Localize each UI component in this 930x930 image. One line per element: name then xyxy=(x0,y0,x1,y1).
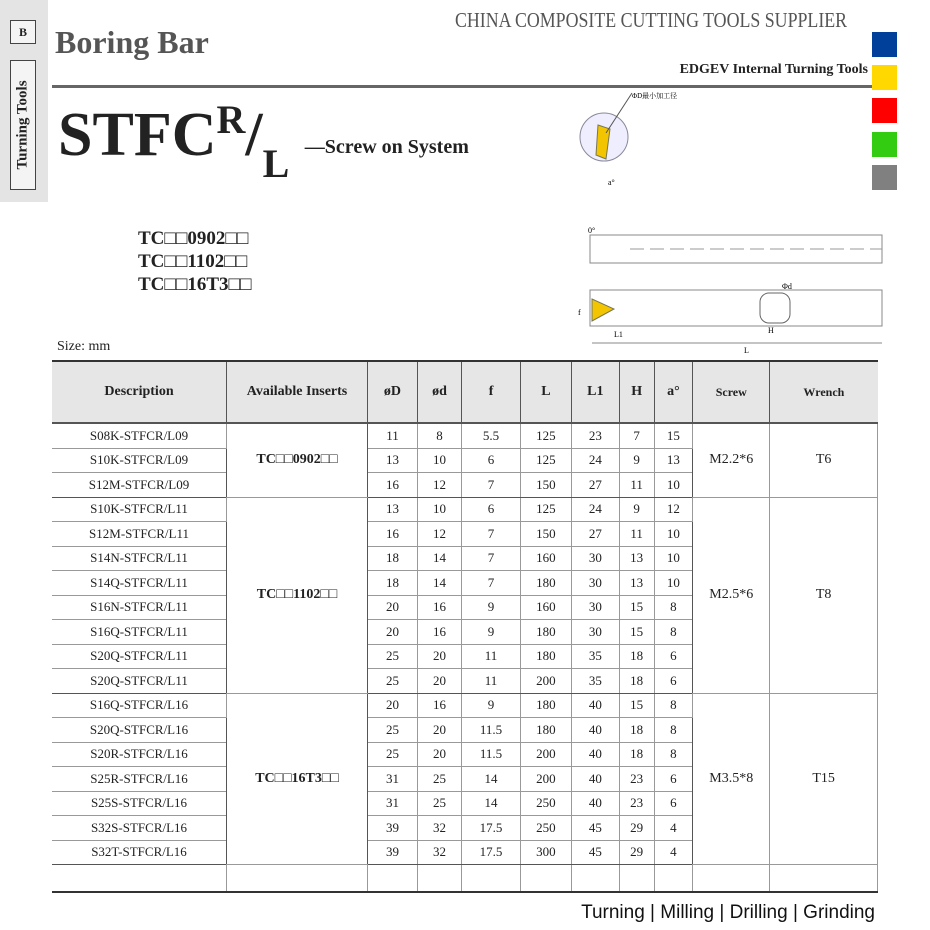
value-cell: 11 xyxy=(619,473,654,498)
model-sup: R xyxy=(216,97,246,142)
value-cell: 8 xyxy=(654,693,693,718)
value-cell: 11.5 xyxy=(462,718,521,743)
empty-cell xyxy=(693,865,770,893)
f-label: f xyxy=(578,308,581,317)
value-cell: 45 xyxy=(571,816,619,841)
value-cell: 160 xyxy=(520,546,571,571)
column-header: Wrench xyxy=(770,361,878,423)
zero-label: 0° xyxy=(588,226,596,235)
value-cell: 23 xyxy=(619,767,654,792)
value-cell: 6 xyxy=(654,669,693,694)
value-cell: 27 xyxy=(571,522,619,547)
value-cell: 13 xyxy=(368,497,418,522)
value-cell: 16 xyxy=(368,473,418,498)
table-row xyxy=(52,497,878,522)
value-cell: 20 xyxy=(368,693,418,718)
column-header: Available Inserts xyxy=(227,361,368,423)
model-name: STFC xyxy=(58,101,217,169)
value-cell: 10 xyxy=(654,546,693,571)
insert-cell: TC□□16T3□□ xyxy=(227,693,368,865)
model-l: L xyxy=(262,141,290,186)
value-cell: 31 xyxy=(368,791,418,816)
value-cell: 12 xyxy=(654,497,693,522)
value-cell: 180 xyxy=(520,620,571,645)
description-cell: S10K-STFCR/L11 xyxy=(52,497,227,522)
value-cell: 13 xyxy=(654,448,693,473)
value-cell: 18 xyxy=(619,644,654,669)
value-cell: 6 xyxy=(462,448,521,473)
description-cell: S14N-STFCR/L11 xyxy=(52,546,227,571)
value-cell: 12 xyxy=(417,522,461,547)
value-cell: 25 xyxy=(417,767,461,792)
model-subtitle: —Screw on System xyxy=(304,136,469,158)
spec-table xyxy=(52,360,878,893)
value-cell: 35 xyxy=(571,644,619,669)
value-cell: 16 xyxy=(417,693,461,718)
value-cell: 10 xyxy=(654,522,693,547)
value-cell: 23 xyxy=(571,423,619,448)
value-cell: 11.5 xyxy=(462,742,521,767)
value-cell: 180 xyxy=(520,693,571,718)
value-cell: 27 xyxy=(571,473,619,498)
value-cell: 13 xyxy=(368,448,418,473)
value-cell: 14 xyxy=(417,571,461,596)
value-cell: 125 xyxy=(520,448,571,473)
value-cell: 8 xyxy=(417,423,461,448)
value-cell: 30 xyxy=(571,595,619,620)
page-title: Boring Bar xyxy=(55,24,209,60)
value-cell: 29 xyxy=(619,816,654,841)
value-cell: 12 xyxy=(417,473,461,498)
value-cell: 25 xyxy=(368,644,418,669)
value-cell: 14 xyxy=(462,791,521,816)
value-cell: 180 xyxy=(520,718,571,743)
model-heading xyxy=(58,97,469,186)
value-cell: 25 xyxy=(368,742,418,767)
value-cell: 200 xyxy=(520,669,571,694)
value-cell: 7 xyxy=(462,546,521,571)
h-label: H xyxy=(768,326,774,335)
table-row xyxy=(52,693,878,718)
value-cell: 8 xyxy=(654,620,693,645)
value-cell: 200 xyxy=(520,742,571,767)
value-cell: 200 xyxy=(520,767,571,792)
size-note: Size: mm xyxy=(57,339,111,354)
value-cell: 4 xyxy=(654,816,693,841)
value-cell: 13 xyxy=(619,571,654,596)
column-header: ød xyxy=(417,361,461,423)
value-cell: 15 xyxy=(619,595,654,620)
description-cell: S20Q-STFCR/L11 xyxy=(52,644,227,669)
diagram-note: ΦD最小加工径 xyxy=(632,92,678,100)
insert-top xyxy=(592,299,614,321)
value-cell: 32 xyxy=(417,816,461,841)
color-swatch-blue xyxy=(872,32,897,57)
description-cell: S16Q-STFCR/L11 xyxy=(52,620,227,645)
value-cell: 15 xyxy=(619,620,654,645)
value-cell: 20 xyxy=(417,742,461,767)
value-cell: 11 xyxy=(368,423,418,448)
value-cell: 20 xyxy=(417,718,461,743)
value-cell: 40 xyxy=(571,767,619,792)
value-cell: 45 xyxy=(571,840,619,865)
value-cell: 15 xyxy=(654,423,693,448)
column-header: L1 xyxy=(571,361,619,423)
value-cell: 18 xyxy=(368,546,418,571)
description-cell: S32S-STFCR/L16 xyxy=(52,816,227,841)
value-cell: 150 xyxy=(520,473,571,498)
insert-code: TC□□16T3□□ xyxy=(138,274,252,295)
value-cell: 8 xyxy=(654,718,693,743)
empty-cell xyxy=(368,865,418,893)
description-cell: S14Q-STFCR/L11 xyxy=(52,571,227,596)
value-cell: 30 xyxy=(571,546,619,571)
value-cell: 16 xyxy=(417,595,461,620)
wrench-cell: T6 xyxy=(770,423,878,497)
insert-code: TC□□1102□□ xyxy=(138,251,248,272)
value-cell: 17.5 xyxy=(462,840,521,865)
value-cell: 125 xyxy=(520,423,571,448)
column-header: a° xyxy=(654,361,693,423)
value-cell: 14 xyxy=(417,546,461,571)
column-header: øD xyxy=(368,361,418,423)
value-cell: 40 xyxy=(571,693,619,718)
value-cell: 11 xyxy=(462,644,521,669)
screw-cell: M2.5*6 xyxy=(693,497,770,693)
value-cell: 23 xyxy=(619,791,654,816)
value-cell: 18 xyxy=(619,742,654,767)
column-header: Description xyxy=(52,361,227,423)
value-cell: 11 xyxy=(619,522,654,547)
description-cell: S32T-STFCR/L16 xyxy=(52,840,227,865)
value-cell: 6 xyxy=(654,644,693,669)
description-cell: S16Q-STFCR/L16 xyxy=(52,693,227,718)
value-cell: 5.5 xyxy=(462,423,521,448)
value-cell: 18 xyxy=(619,718,654,743)
empty-cell xyxy=(571,865,619,893)
value-cell: 180 xyxy=(520,571,571,596)
value-cell: 7 xyxy=(619,423,654,448)
value-cell: 15 xyxy=(619,693,654,718)
empty-cell xyxy=(654,865,693,893)
value-cell: 7 xyxy=(462,571,521,596)
insert-cell: TC□□0902□□ xyxy=(227,423,368,497)
column-header: Screw xyxy=(693,361,770,423)
value-cell: 10 xyxy=(654,571,693,596)
value-cell: 20 xyxy=(368,595,418,620)
model-slash: / xyxy=(245,101,263,169)
value-cell: 20 xyxy=(368,620,418,645)
insert-code: TC□□0902□□ xyxy=(138,228,249,249)
tool-drawing xyxy=(570,85,890,365)
wrench-cell: T15 xyxy=(770,693,878,865)
value-cell: 250 xyxy=(520,791,571,816)
table-header-row xyxy=(52,361,878,423)
value-cell: 6 xyxy=(654,791,693,816)
value-cell: 8 xyxy=(654,742,693,767)
value-cell: 150 xyxy=(520,522,571,547)
column-header: L xyxy=(520,361,571,423)
l-label: L xyxy=(744,346,749,355)
description-cell: S20Q-STFCR/L16 xyxy=(52,718,227,743)
column-header: f xyxy=(462,361,521,423)
section-badge: B xyxy=(10,20,36,44)
value-cell: 7 xyxy=(462,473,521,498)
footer-services: Turning | Milling | Drilling | Grinding xyxy=(581,902,875,923)
value-cell: 30 xyxy=(571,620,619,645)
value-cell: 9 xyxy=(462,693,521,718)
empty-cell xyxy=(520,865,571,893)
value-cell: 18 xyxy=(368,571,418,596)
value-cell: 40 xyxy=(571,718,619,743)
description-cell: S16N-STFCR/L11 xyxy=(52,595,227,620)
value-cell: 6 xyxy=(654,767,693,792)
description-cell: S20Q-STFCR/L11 xyxy=(52,669,227,694)
description-cell: S12M-STFCR/L11 xyxy=(52,522,227,547)
value-cell: 250 xyxy=(520,816,571,841)
supplier-heading: CHINA COMPOSITE CUTTING TOOLS SUPPLIER xyxy=(455,8,848,32)
value-cell: 25 xyxy=(368,718,418,743)
screw-cell: M3.5*8 xyxy=(693,693,770,865)
value-cell: 160 xyxy=(520,595,571,620)
d-label: Φd xyxy=(782,282,792,291)
value-cell: 40 xyxy=(571,742,619,767)
screw-cell: M2.2*6 xyxy=(693,423,770,497)
value-cell: 24 xyxy=(571,497,619,522)
value-cell: 31 xyxy=(368,767,418,792)
value-cell: 8 xyxy=(654,595,693,620)
value-cell: 32 xyxy=(417,840,461,865)
insert-cell: TC□□1102□□ xyxy=(227,497,368,693)
description-cell: S12M-STFCR/L09 xyxy=(52,473,227,498)
empty-cell xyxy=(619,865,654,893)
top-view-bar xyxy=(590,290,882,326)
section-view xyxy=(760,293,790,323)
value-cell: 10 xyxy=(654,473,693,498)
description-cell: S10K-STFCR/L09 xyxy=(52,448,227,473)
value-cell: 10 xyxy=(417,497,461,522)
value-cell: 35 xyxy=(571,669,619,694)
description-cell: S25R-STFCR/L16 xyxy=(52,767,227,792)
value-cell: 14 xyxy=(462,767,521,792)
value-cell: 17.5 xyxy=(462,816,521,841)
value-cell: 24 xyxy=(571,448,619,473)
value-cell: 6 xyxy=(462,497,521,522)
category-label: EDGEV Internal Turning Tools xyxy=(679,62,868,77)
value-cell: 9 xyxy=(619,448,654,473)
column-header: H xyxy=(619,361,654,423)
value-cell: 40 xyxy=(571,791,619,816)
value-cell: 13 xyxy=(619,546,654,571)
wrench-cell: T8 xyxy=(770,497,878,693)
value-cell: 300 xyxy=(520,840,571,865)
empty-row xyxy=(52,865,878,893)
value-cell: 9 xyxy=(619,497,654,522)
value-cell: 20 xyxy=(417,644,461,669)
table-row xyxy=(52,423,878,448)
empty-cell xyxy=(770,865,878,893)
empty-cell xyxy=(462,865,521,893)
value-cell: 7 xyxy=(462,522,521,547)
section-tab xyxy=(10,60,36,190)
value-cell: 18 xyxy=(619,669,654,694)
value-cell: 39 xyxy=(368,840,418,865)
empty-cell xyxy=(52,865,227,893)
value-cell: 11 xyxy=(462,669,521,694)
angle-label: a° xyxy=(608,178,615,187)
value-cell: 20 xyxy=(417,669,461,694)
value-cell: 9 xyxy=(462,595,521,620)
empty-cell xyxy=(227,865,368,893)
value-cell: 10 xyxy=(417,448,461,473)
value-cell: 125 xyxy=(520,497,571,522)
value-cell: 9 xyxy=(462,620,521,645)
value-cell: 30 xyxy=(571,571,619,596)
value-cell: 29 xyxy=(619,840,654,865)
value-cell: 4 xyxy=(654,840,693,865)
l1-label: L1 xyxy=(614,330,623,339)
description-cell: S08K-STFCR/L09 xyxy=(52,423,227,448)
empty-cell xyxy=(417,865,461,893)
value-cell: 25 xyxy=(368,669,418,694)
value-cell: 16 xyxy=(368,522,418,547)
section-label: Turning Tools xyxy=(14,80,31,170)
value-cell: 25 xyxy=(417,791,461,816)
value-cell: 39 xyxy=(368,816,418,841)
value-cell: 180 xyxy=(520,644,571,669)
value-cell: 16 xyxy=(417,620,461,645)
description-cell: S25S-STFCR/L16 xyxy=(52,791,227,816)
description-cell: S20R-STFCR/L16 xyxy=(52,742,227,767)
